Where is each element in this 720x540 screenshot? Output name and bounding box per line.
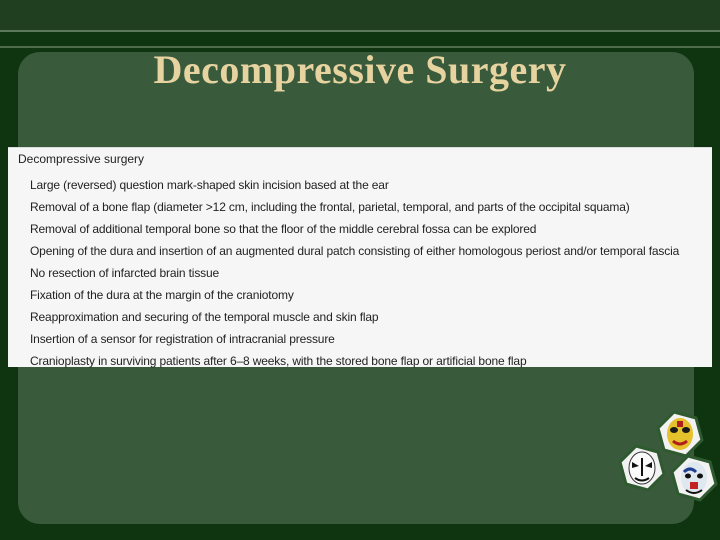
procedure-table	[8, 147, 712, 367]
table-row: Removal of additional temporal bone so that the floor of the middle cerebral fossa can be explored	[30, 222, 537, 236]
mask-hexagon-left	[620, 446, 664, 490]
top-divider	[0, 30, 720, 32]
opera-masks-icon	[618, 410, 718, 510]
table-items	[30, 174, 706, 372]
table-row: Opening of the dura and insertion of an augmented dural patch consisting of either homologous periost and/or temporal fascia	[30, 244, 680, 258]
top-band	[0, 0, 720, 30]
table-row: Insertion of a sensor for registration of intracranial pressure	[30, 332, 335, 346]
mask-hexagon-top	[658, 412, 702, 456]
slide-title: Decompressive Surgery	[153, 47, 567, 92]
table-row: Removal of a bone flap (diameter >12 cm, including the frontal, parietal, temporal, and parts of the occipital squama)	[30, 200, 630, 214]
mask-hexagon-right	[672, 456, 716, 500]
table-row: Reapproximation and securing of the temporal muscle and skin flap	[30, 310, 379, 324]
table-row: No resection of infarcted brain tissue	[30, 266, 220, 280]
table-row: Cranioplasty in surviving patients after 6–8 weeks, with the stored bone flap or artificial bone flap	[30, 354, 527, 368]
table-row: Large (reversed) question mark-shaped skin incision based at the ear	[30, 178, 389, 192]
table-row: Fixation of the dura at the margin of the craniotomy	[30, 288, 294, 302]
table-header: Decompressive surgery	[18, 152, 145, 166]
